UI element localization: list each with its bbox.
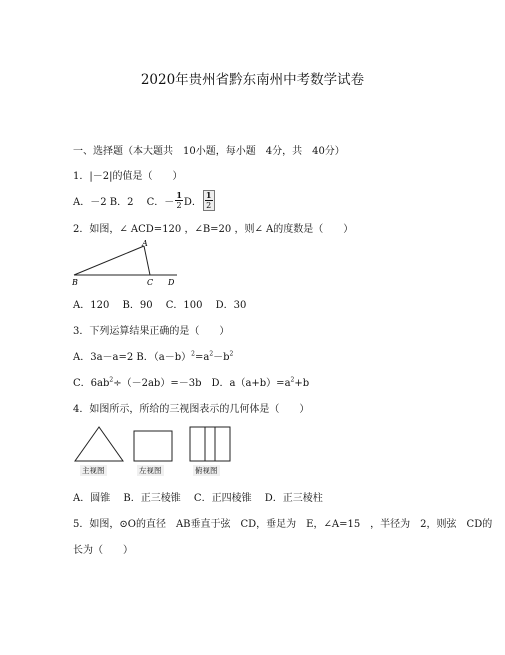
section-header: 一、选择题（本大题共 10小题，每小题 4分，共 40分） [73,146,345,157]
fraction-c-denominator: 2 [176,201,182,210]
question-3-line-a [73,348,233,363]
label-d: D [168,278,175,287]
q3-line-c-part3: +b [294,378,310,389]
q3-line-a-sup2: 2 [209,350,214,358]
question-1-option-d-label: D． [183,197,202,208]
question-5-line-2: 长为（ ） [73,545,133,556]
front-view [73,425,125,477]
q3-line-a-sup1: 2 [191,350,195,358]
top-view-rectangle [186,425,238,463]
question-1-options [73,190,216,211]
top-view [186,425,238,477]
fraction-c [175,191,183,210]
label-b: B [72,278,78,287]
side-view-label: 左视图 [139,466,162,475]
q3-line-a-part3: －b [213,352,230,363]
page-title: 2020年贵州省黔东南州中考数学试卷 [140,72,365,88]
q3-line-a-part2: =a [194,352,210,363]
top-view-label: 俯视图 [195,466,218,475]
fraction-d-numerator: 1 [205,190,212,200]
front-view-triangle [73,425,125,463]
segment-ba [74,246,144,275]
question-2-options: A．120 B．90 C．100 D．30 [73,300,247,311]
question-1-options-text: A．－2 B．2 C．－ [73,197,175,208]
question-4-stem: 4．如图所示，所给的三视图表示的几何体是（ ） [73,404,310,415]
segment-ac [144,246,150,275]
triangle-figure [72,240,182,288]
q3-line-a-part1: A．3a－a=2 B．（a－b） [73,352,192,363]
side-view-rectangle [130,425,182,463]
question-3-line-c [73,374,309,389]
question-4-options: A．圆锥 B．正三棱锥 C．正四棱锥 D．正三棱柱 [73,493,323,504]
front-view-label: 主视图 [82,466,105,475]
question-5-line-1: 5．如图，⊙O的直径 AB垂直于弦 CD，垂足为 E，∠A=15 ，半径为 2，则弦 CD的 [73,519,493,530]
q3-line-a-sup3: 2 [229,350,234,358]
label-a: A [142,240,148,248]
question-2-stem: 2．如图，∠ ACD=120 ，∠B=20 ，则∠ A的度数是（ ） [73,224,354,235]
q3-line-c-part1: C．6ab [73,378,110,389]
label-c: C [147,278,154,287]
fraction-c-numerator: 1 [176,190,182,200]
q3-line-c-sup2: 2 [290,376,295,384]
q3-line-c-part2: ÷（－2ab）=－3b D．a（a+b）=a [113,378,291,389]
fraction-d-denominator: 2 [206,201,212,210]
question-1-stem: 1．|－2|的值是（ ） [73,171,183,182]
fraction-d [203,190,215,211]
question-3-stem: 3．下列运算结果正确的是（ ） [73,326,230,337]
side-view [130,425,182,477]
q3-line-c-sup1: 2 [109,376,114,384]
